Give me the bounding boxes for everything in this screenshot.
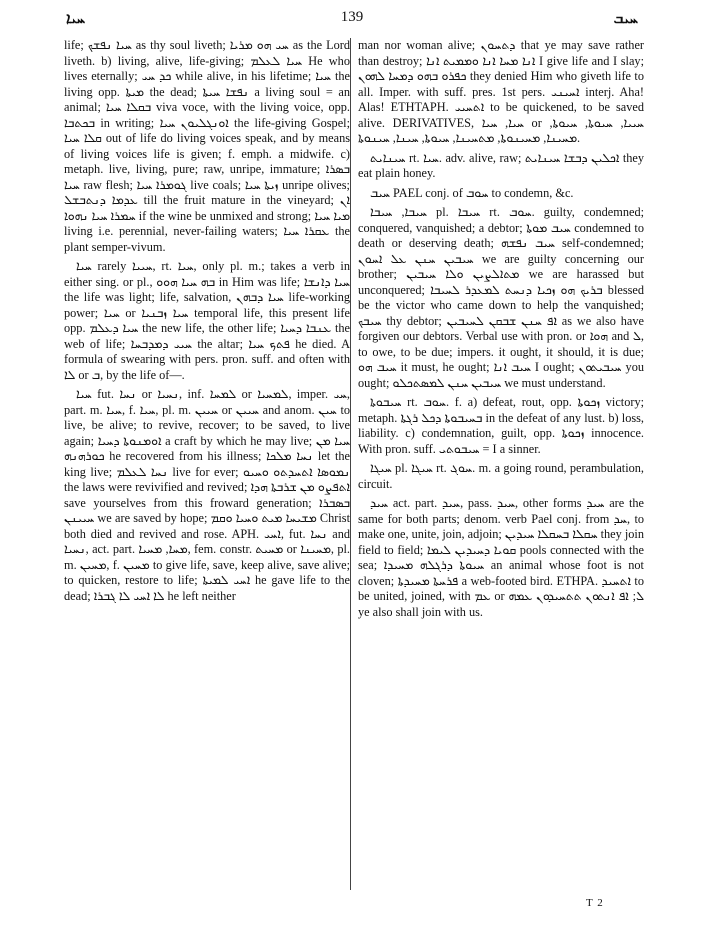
- right-entry-5: ܚܝܒܘܬܐ rt. ܚܘܒ. f. a) defeat, rout, opp. ܙܟܘܬܐ victory; metaph. ܒܚܝܒܘܬܐ ܕܟܠ ܪܓܬܐ in the defeat of any lust. b) loss, liability. c) condemnation, guilt, opp. ܙܟܘܬܐ innocence. With pron. suff. ܚܝܒܘܬܝ = I a sinner.: [358, 395, 645, 456]
- right-entry-7: ܚܝܕ act. part. ܚܝܕ, pass. ܚܝܕ, other forms ܚܝܕ are the same for both parts; denom. verb Pael conj. from ܚܕ, to make one, unite, join, adjoin; ܚܩܠܐ ܒܚܩܠܐ ܚܝܕܝܢ they join field to field; ܩܘܝܐ ܕܚܝܕܝܢ ܠܝܡܐ pools connected with the sea; ܚܝܘܬܐ ܕܪܓܠܗ ܡܚܝܕܐ an animal whose foot is not cloven; ܦܪܚܬܐ ܡܚܝܕܬܐ a web-footed bird. ETHPA. ܐܬܚܝܕ to be united, joined, with ܥܡ or ܠ; ܐܦ ܐܢܬܘܢ ܬܬܚܝܕܘܢ ܥܡܗ ye also shall join with us.: [358, 496, 645, 619]
- right-column: [358, 38, 644, 620]
- left-entry-3: ܚܝܐ fut. ܢܚܐ or ܢܚܝܐ, inf. ܠܡܚܐ or ܠܡܚܝܐ, imper. ܚܝ, part. m. ܚܝܐ, f. ܚܝܐ, pl. m. ܚܝܝܢ or ܚܝܝܢ and anom. ܚܝܢ to live, be alive; to revive, recover; to be saved, to live again; ܐܘܡܢܘܬܐ ܕܚܝܐ a craft by which he may live; ܚܝܐ ܡܢ ܟܘܪܗܢܗ he recovered from his illness; ܢܚܐ ܡܠܟܐ let the king live; ܢܚܐ ܠܥܠܡ live for ever; ܢܡܘܣܐ ܐܬܚܕܬܘ ܘܚܝܘ the laws were revivified and revived; ܐܬܦܨܘ ܡܢ ܫܪܒܬܐ ܗܕܐ save yourselves from this froward generation; ܒܣܒܪܐ ܚܝܝܢܢ we are saved by hope; ܡܫܝܚܐ ܡܝܬ ܘܚܝܐ ܘܩܡ Christ both died and revived and rose. APH. ܐܚܝ, fut. ܢܚܐ and ܢܚܝܐ, act. part. ܡܚܐ, ܡܚܝܐ, fem. constr. ܡܚܝܬ or ܡܚܝܢܐ, pl. m. ܡܚܝܢ, f. ܡܚܝܢ to give life, save, keep alive, save alive; to quicken, restore to life; ܐܚܝ ܠܡܝܬܐ he gave life to the dead; ܠܐ ܐܚܝ ܠܐ ܓܒܪܐ he left neither: [64, 387, 351, 603]
- right-entry-2: ܚܝܢܐܝܬ rt. ܚܝܐ. adv. alive, raw; ܐܟܠܝܢ ܕܒܫܐ ܚܝܢܐܝܬ they eat plain honey.: [358, 150, 644, 180]
- right-entry-6: ܚܝܓܐ pl. ܚܝܓܐ rt. ܚܘܓ. m. a going round, perambulation, circuit.: [358, 461, 645, 491]
- column-divider: [350, 38, 351, 890]
- header-right-word: ܚܝܒ: [613, 11, 638, 27]
- header-left-word: ܚܝܐ: [66, 11, 86, 27]
- right-entry-1: man nor woman alive; ܕܬܚܘܢ that ye may save rather than destroy; ܐܢܐ ܡܚܐ ܐܢܐ ܘܡܡܝܬ ܐܢܐ I give life and I slay; ܟܦܪܘ ܒܗܘ ܕܡܚܐ ܠܗܘܢ they denied Him who giveth life to all. Imper. with suff. pres. 1st pers. ܐܚܝܢܝ interj. Aha! Alas! ETHTAPH. ܐܬܚܝܝ to be quickened, to be saved alive. DERIVATIVES, ܚܝܐ, ܚܝܐ or ܚܝܝܐ, ܚܝܘܬܐ, ܚܝܘܬܐ, ܡܚܝܢܐ, ܡܚܝܢܘܬܐ, ܡܬܚܝܢܐ, ܚܝܘܬܐ, ܚܝܢܐ, ܚܝܢܘܬܐ.: [358, 38, 645, 145]
- left-entry-2: ܚܝܐ rarely ܚܝܝܐ, rt. ܚܝܐ, only pl. m.; takes a verb in either sing. or pl., ܒܗ ܚܝܐ ܗܘܘ in Him was life; ܚܝܐ ܕܐܢܫܐ the life was light; life, salvation, ܚܝܐ ܕܒܗܢ life-working power; ܚܝܐ or ܚܝܐ ܙܒܢܝܐ temporal life, this present life opp. ܚܝܐ ܕܥܠܡ the new life, the other life; ܥܢܒܐ ܕܚܝܐ the web of life; ܚܝܝ ܕܡܕܒܚܐ the altar; ܦܬܟ ܚܝܐ he died. A formula of swearing with pers. pron. suff. and often with ܠܐ or ܒ, by the life of—.: [64, 259, 351, 382]
- right-entry-4: ܚܝܒܐ, ܚܝܒܐ pl. ܚܝܒܐ rt. ܚܘܒ. guilty, condemned; conquered, vanquished; a debtor; ܚܝܒ ܡܘܬܐ condemned to death or deserving death; ܚܝܒ ܢܦܫܗ self-condemned; ܚܝܒܝܢ ܚܢܢ ܥܠ ܐܚܘܢ we are guilty concerning our brother; ܡܬܐܠܨܝܢ ܘܠܐ ܚܝܒܝܢ we are harassed but unconquered; ܒܪܝܟ ܗܘ ܙܟܝܐ ܕܢܚܬ ܠܡܥܕܪ ܠܚܝܒܐ blessed be the victor who came down to help the vanquished; ܚܝܒܟ thy debtor; ܐܦ ܚܢܢ ܫܒܩܢ ܠܚܝܒܝܢ as we also have forgiven our debtors. Verbal use with pron. or ܗܘܐ and ܠ, to owe, to be due; impers. it ought, it should, it is due; ܚܝܒ ܗܘ it must, he ought; ܚܝܒ ܐܢܐ I ought; ܚܝܒܝܬܘܢ you ought; ܚܝܒܝܢ ܚܢܢ ܠܡܣܬܟܠܘ we must understand.: [358, 205, 645, 390]
- page-header: [0, 8, 704, 30]
- page-number: 139: [340, 9, 364, 25]
- right-entry-3: ܚܝܒ PAEL conj. of ܚܘܒ to condemn, &c.: [370, 185, 574, 200]
- left-entry-1: life; ܚܝܐ ܢܦܫܟ as thy soul liveth; ܚܝ ܗܘ ܡܪܝܐ as the Lord liveth. b) living, alive, life-giving; ܚܝܐ ܠܥܠܡ He who lives eternally; ܟܕ ܚܝ while alive, in his lifetime; ܚܝܐ the living opp. ܡܝܬܐ the dead; ܢܦܫܐ ܚܝܬܐ a living soul = an animal; ܒܩܠܐ ܚܝܐ viva voce, with the living voice, opp. ܒܟܬܒܐ in writing; ܐܘܢܓܠܝܘܢ ܚܝܐ the life-giving Gospel; ܩܠܐ ܚܝܐ out of life do living voices speak, and by means of living voices life is given; f. emph. a midwife. c) metaph. live, living, pure; raw, unripe, immature; ܒܣܪܐ ܚܝܐ raw flesh; ܓܘܡܪܐ ܚܝܐ live coals; ܙܝܬܐ ܚܝܐ unripe olives; ܥܕܡܐ ܕܢܬܒܫܠ till the fruit mature in the vineyard; ܐܢ ܚܡܪܐ ܚܝܐ ܢܗܘܐ if the wine be unmixed and strong; ܡܝܐ ܚܝܐ living i.e. perennial, never-failing waters; ܥܩܪܐ ܚܝܐ the plant semper-vivum.: [64, 38, 351, 254]
- signature-mark: T 2: [586, 897, 604, 909]
- left-column: [64, 38, 350, 604]
